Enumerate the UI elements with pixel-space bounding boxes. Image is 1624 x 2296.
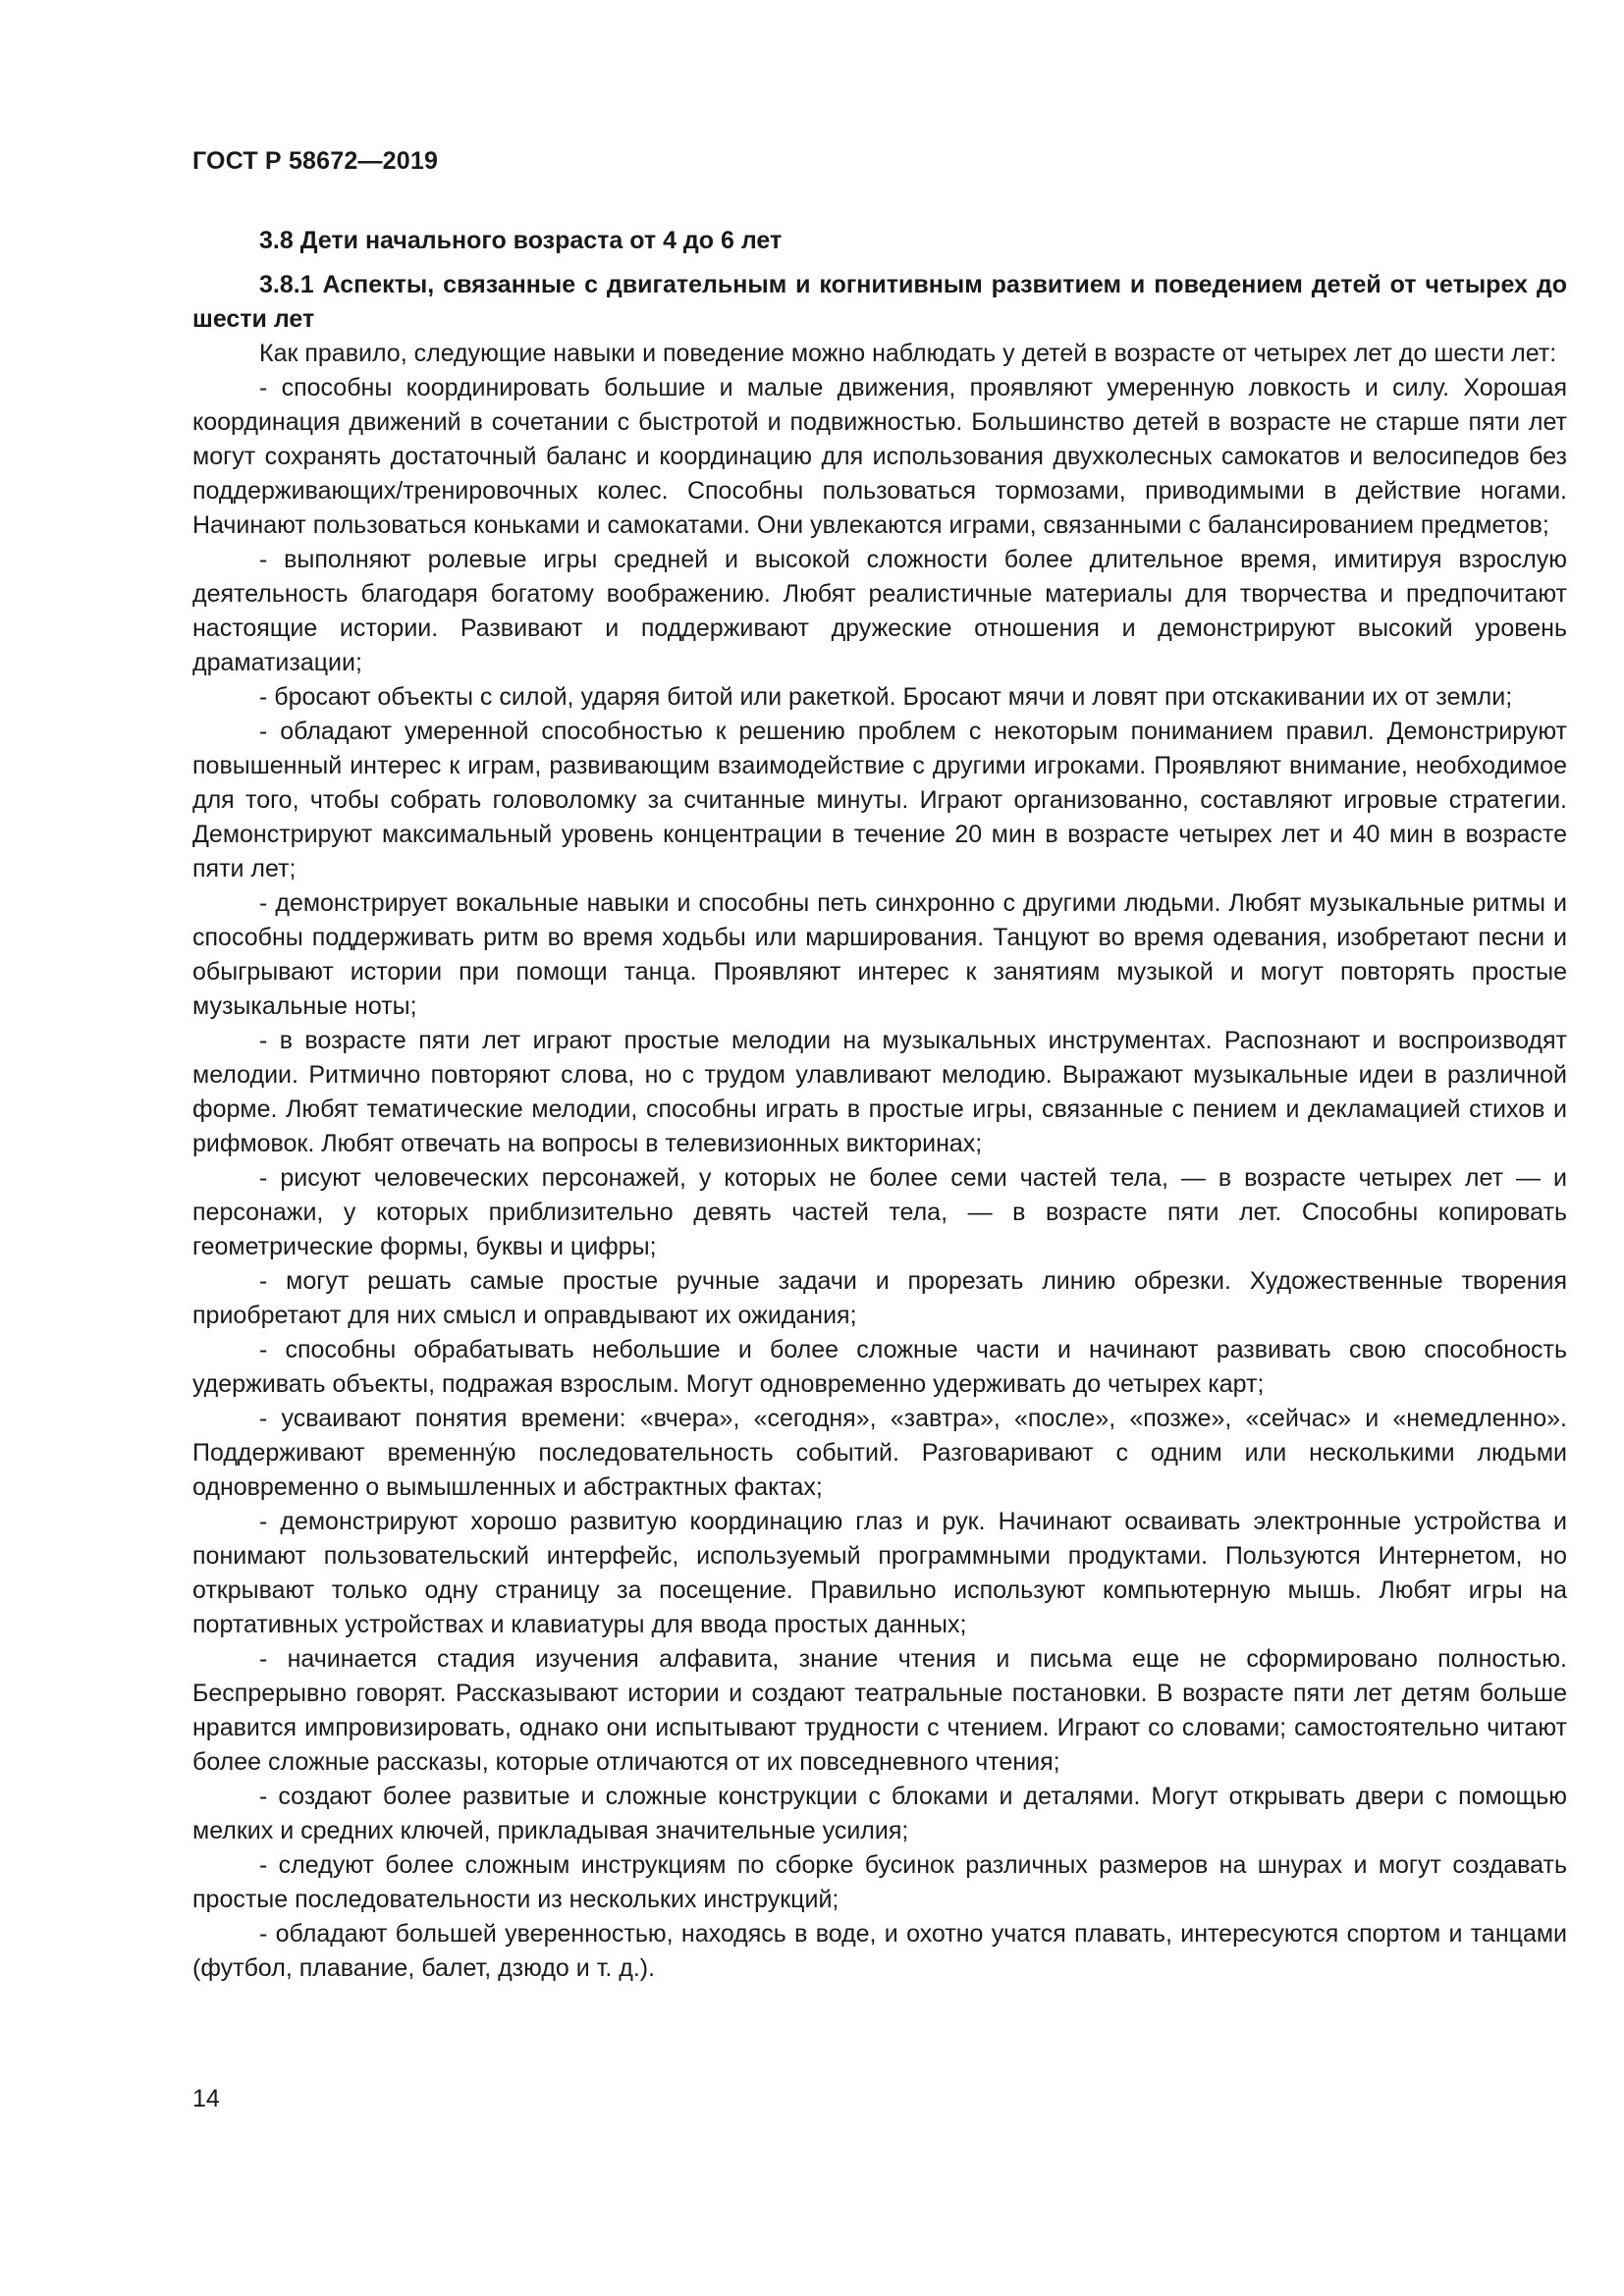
list-item: - выполняют ролевые игры средней и высокой сложности более длительное время, имитируя взрослую деятельность благодаря богатому воображению. Любят реалистичные материалы для творчества и предпочитают настоящие истории. Развивают и поддерживают дружеские отношения и демонстрируют высокий уровень драматизации;	[192, 546, 1567, 676]
page-number: 14	[192, 2085, 220, 2112]
list-item: - бросают объекты с силой, ударяя битой или ракеткой. Бросают мячи и ловят при отскакивании их от земли;	[259, 683, 1513, 711]
section-title: 3.8 Дети начального возраста от 4 до 6 лет	[259, 227, 783, 254]
list-item: - начинается стадия изучения алфавита, знание чтения и письма еще не сформировано полностью. Беспрерывно говорят. Рассказывают истории и создают театральные постановки. В возрасте пяти лет детям больше нравится импровизировать, однако они испытывают трудности с чтением. Играют со словами; самостоятельно читают более сложные рассказы, которые отличаются от их повседневного чтения;	[192, 1645, 1567, 1776]
document-body	[192, 224, 1567, 1986]
intro-paragraph: Как правило, следующие навыки и поведение можно наблюдать у детей в возрасте от четырех лет до шести лет:	[259, 340, 1557, 367]
list-item: - создают более развитые и сложные конструкции с блоками и деталями. Могут открывать двери с помощью мелких и средних ключей, прикладывая значительные усилия;	[192, 1783, 1567, 1844]
list-item: - могут решать самые простые ручные задачи и прорезать линию обрезки. Художественные творения приобретают для них смысл и оправдывают их ожидания;	[192, 1267, 1567, 1329]
list-item: - способны координировать большие и малые движения, проявляют умеренную ловкость и силу. Хорошая координация движений в сочетании с быстротой и подвижностью. Большинство детей в возрасте не старше пяти лет могут сохранять достаточный баланс и координацию для использования двухколесных самокатов и велосипедов без поддерживающих/тренировочных колес. Способны пользоваться тормозами, приводимыми в действие ногами. Начинают пользоваться коньками и самокатами. Они увлекаются играми, связанными с балансированием предметов;	[192, 374, 1567, 539]
document-header-standard: ГОСТ Р 58672—2019	[192, 147, 439, 175]
list-item: - следуют более сложным инструкциям по сборке бусинок различных размеров на шнурах и могут создавать простые последовательности из нескольких инструкций;	[192, 1851, 1567, 1913]
list-item: - демонстрирует вокальные навыки и способны петь синхронно с другими людьми. Любят музыкальные ритмы и способны поддерживать ритм во время ходьбы или марширования. Танцуют во время одевания, изобретают песни и обыгрывают истории при помощи танца. Проявляют интерес к занятиям музыкой и могут повторять простые музыкальные ноты;	[192, 889, 1567, 1020]
list-item: - обладают умеренной способностью к решению проблем с некоторым пониманием правил. Демонстрируют повышенный интерес к играм, развивающим взаимодействие с другими игроками. Проявляют внимание, необходимое для того, чтобы собрать головоломку за считанные минуты. Играют организованно, составляют игровые стратегии. Демонстрируют максимальный уровень концентрации в течение 20 мин в возрасте четырех лет и 40 мин в возрасте пяти лет;	[192, 718, 1567, 882]
list-item: - в возрасте пяти лет играют простые мелодии на музыкальных инструментах. Распознают и воспроизводят мелодии. Ритмично повторяют слова, но с трудом улавливают мелодию. Выражают музыкальные идеи в различной форме. Любят тематические мелодии, способны играть в простые игры, связанные с пением и декламацией стихов и рифмовок. Любят отвечать на вопросы в телевизионных викторинах;	[192, 1027, 1567, 1157]
list-item: - усваивают понятия времени: «вчера», «сегодня», «завтра», «после», «позже», «сейчас» и «немедленно». Поддерживают временну́ю последовательность событий. Разговаривают с одним или несколькими людьми одновременно о вымышленных и абстрактных фактах;	[192, 1405, 1567, 1501]
list-item: - рисуют человеческих персонажей, у которых не более семи частей тела, — в возрасте четырех лет — и персонажи, у которых приблизительно девять частей тела, — в возрасте пяти лет. Способны копировать геометрические формы, буквы и цифры;	[192, 1164, 1567, 1260]
list-item: - обладают большей уверенностью, находясь в воде, и охотно учатся плавать, интересуются спортом и танцами (футбол, плавание, балет, дзюдо и т. д.).	[192, 1920, 1567, 1982]
list-item: - способны обрабатывать небольшие и более сложные части и начинают развивать свою способность удерживать объекты, подражая взрослым. Могут одновременно удерживать до четырех карт;	[192, 1336, 1567, 1398]
list-item: - демонстрируют хорошо развитую координацию глаз и рук. Начинают осваивать электронные устройства и понимают пользовательский интерфейс, используемый программными продуктами. Пользуются Интернетом, но открывают только одну страницу за посещение. Правильно используют компьютерную мышь. Любят игры на портативных устройствах и клавиатуры для ввода простых данных;	[192, 1508, 1567, 1638]
subsection-title: 3.8.1 Аспекты, связанные с двигательным и когнитивным развитием и поведением детей от четырех до шести лет	[192, 271, 1567, 333]
